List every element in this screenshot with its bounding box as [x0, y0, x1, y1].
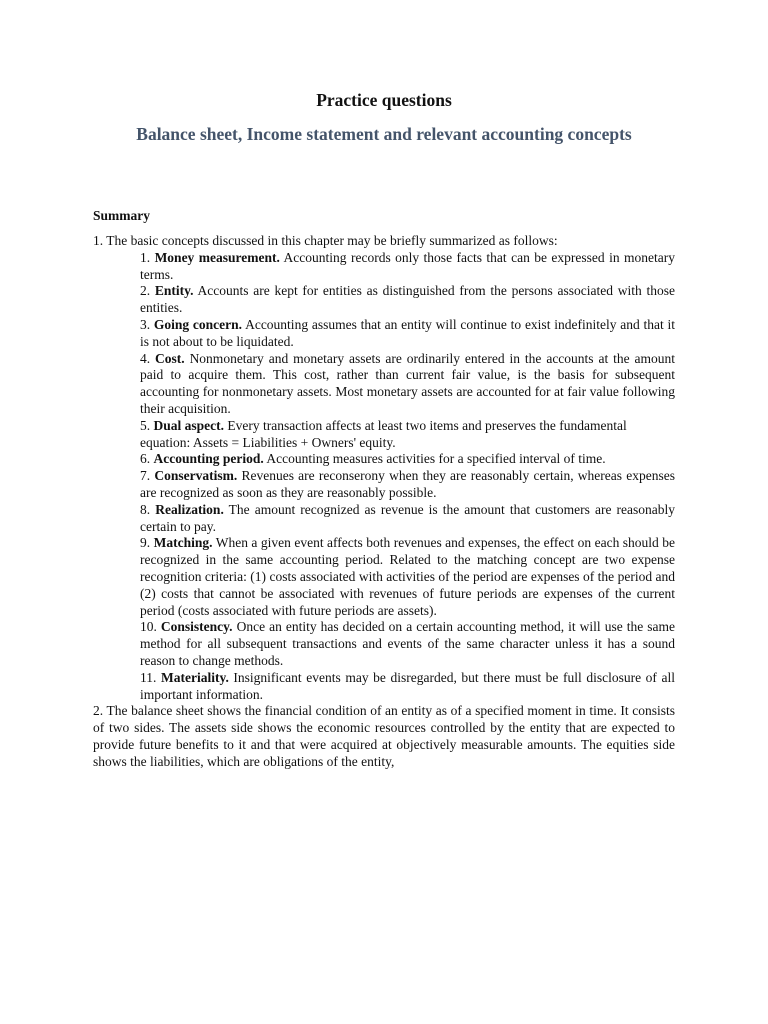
intro-paragraph: 1. The basic concepts discussed in this chapter may be briefly summarized as follows:	[93, 233, 558, 248]
item-text: Revenues are reconserony when they are reasonably certain, whereas expenses are recognized as soon as they are reasonably possible.	[140, 468, 675, 500]
item-text: Insignificant events may be disregarded, but there must be full disclosure of all important information.	[140, 669, 675, 702]
page-title: Practice questions	[316, 90, 452, 110]
item-number: 10.	[140, 619, 157, 635]
item-term: Dual aspect.	[153, 417, 224, 433]
list-item	[140, 351, 675, 418]
list-item	[140, 670, 675, 704]
list-item	[140, 250, 675, 284]
item-text: Nonmonetary and monetary assets are ordinarily entered in the accounts at the amount paid to acquire them. This cost, rather than current fair value, is the basis for subsequent accounting for nonmonetary assets. Most monetary assets are accounted for at fair value following their acquisition.	[140, 350, 675, 416]
list-item	[140, 283, 675, 317]
item-number: 4.	[140, 350, 151, 366]
item-number: 6.	[140, 451, 151, 467]
item-term: Going concern.	[153, 316, 243, 332]
page-subtitle: Balance sheet, Income statement and relevant accounting concepts	[136, 124, 632, 144]
item-term: Entity.	[154, 283, 194, 299]
list-item	[140, 451, 675, 468]
list-item	[140, 468, 675, 502]
list-item	[140, 619, 675, 669]
item-number: 7.	[140, 468, 151, 484]
item-number: 5.	[140, 417, 151, 433]
item-number: 9.	[140, 535, 151, 551]
item-text: Once an entity has decided on a certain accounting method, it will use the same method for all subsequent transactions and events of the same character unless it has a sound reason to change methods.	[140, 619, 675, 668]
item-text: Accounting records only those facts that can be expressed in monetary terms.	[140, 249, 675, 282]
item-text: Accounts are kept for entities as distinguished from the persons associated with those entities.	[140, 283, 675, 316]
item-text: equation: Assets = Liabilities + Owners' equity.	[140, 434, 396, 450]
item-number: 11.	[140, 669, 157, 685]
item-number: 3.	[140, 316, 151, 332]
summary-heading: Summary	[93, 208, 150, 223]
list-item	[140, 535, 675, 619]
item-text: The amount recognized as revenue is the amount that customers are reasonably certain to pay.	[140, 501, 676, 534]
list-item	[140, 418, 675, 435]
list-item	[140, 317, 675, 351]
item-text: When a given event affects both revenues and expenses, the effect on each should be recognized in the same accounting period. Related to the matching concept are two expense recognition criteria: (1) costs associated with activities of the period are expenses of the period and (2) costs that cannot be associated with revenues of future periods are expenses of the current period (costs associated with future periods are assets).	[140, 535, 676, 618]
item-term: Conservatism.	[154, 468, 238, 484]
item-term: Consistency.	[160, 619, 233, 635]
item-text: Accounting measures activities for a specified interval of time.	[266, 451, 606, 467]
item-term: Money measurement.	[154, 249, 280, 265]
item-term: Matching.	[153, 535, 213, 551]
item-number: 8.	[140, 501, 151, 517]
item-number: 1.	[140, 249, 151, 265]
item-number: 2.	[140, 283, 151, 299]
item-text: Accounting assumes that an entity will continue to exist indefinitely and that it is not about to be liquidated.	[140, 316, 675, 349]
list-item-continuation	[140, 435, 675, 452]
item-term: Materiality.	[160, 669, 229, 685]
item-term: Realization.	[155, 501, 224, 517]
item-term: Cost.	[155, 350, 185, 366]
item-text: Every transaction affects at least two items and preserves the fundamental	[227, 417, 627, 433]
balance-sheet-paragraph: 2. The balance sheet shows the financial condition of an entity as of a specified moment in time. It consists of two sides. The assets side shows the economic resources controlled by the entity that are expected to provide future benefits to it and that were acquired at objectively measurable amounts. The equities side shows the liabilities, which are obligations of the entity,	[93, 703, 675, 769]
list-item	[140, 502, 675, 536]
item-term: Accounting period.	[153, 451, 264, 467]
document-body	[93, 233, 675, 771]
concept-list	[140, 250, 675, 704]
